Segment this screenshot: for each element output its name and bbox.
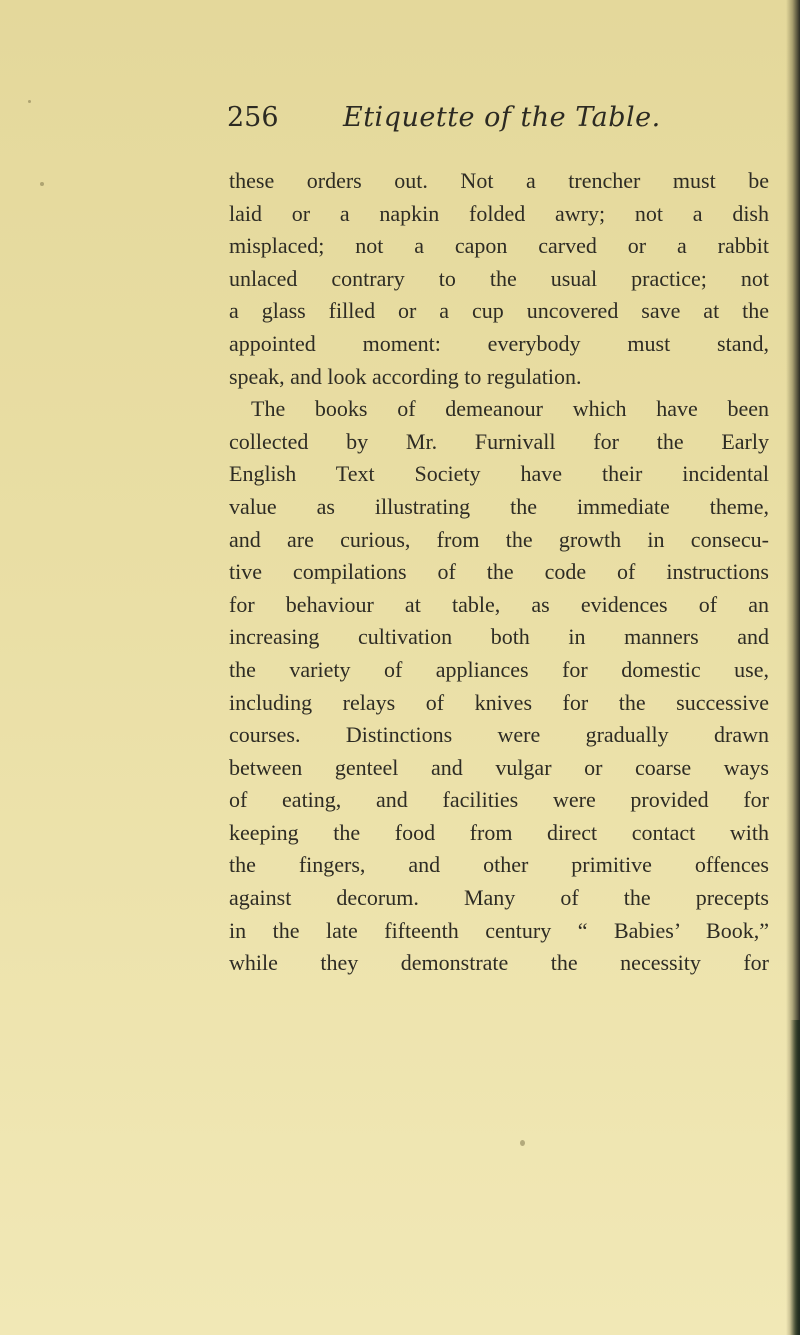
text-line: between genteel and vulgar or coarse ways: [229, 754, 769, 780]
text-line: the fingers, and other primitive offences: [229, 852, 769, 878]
text-line: a glass filled or a cup uncovered save at the: [229, 298, 769, 324]
running-header: [227, 98, 767, 148]
text-line: speak, and look according to regulation.: [229, 363, 582, 389]
text-line: keeping the food from direct contact with: [229, 819, 769, 845]
text-line: and are curious, from the growth in consecu-: [229, 526, 769, 552]
paper-speck: [28, 100, 31, 103]
body-text: [229, 165, 769, 980]
text-line: for behaviour at table, as evidences of an: [229, 591, 769, 617]
text-line: while they demonstrate the necessity for: [229, 950, 769, 976]
text-line: these orders out. Not a trencher must be: [229, 168, 769, 193]
text-line: including relays of knives for the successive: [229, 689, 769, 715]
text-line: appointed moment: everybody must stand,: [229, 330, 769, 356]
text-line: unlaced contrary to the usual practice; not: [229, 265, 769, 291]
text-line: laid or a napkin folded awry; not a dish: [229, 200, 769, 226]
text-line: tive compilations of the code of instructions: [229, 559, 769, 585]
text-line: in the late fifteenth century “ Babies’ Book,”: [229, 917, 769, 943]
paper-speck: [520, 1140, 525, 1146]
running-title: Etiquette of the Table.: [343, 102, 661, 133]
text-line: courses. Distinctions were gradually drawn: [229, 722, 769, 748]
text-line: of eating, and facilities were provided for: [229, 787, 769, 813]
text-line: English Text Society have their incidental: [229, 461, 769, 487]
text-line: against decorum. Many of the precepts: [229, 885, 769, 911]
text-line: misplaced; not a capon carved or a rabbit: [229, 233, 769, 259]
text-line: the variety of appliances for domestic use,: [229, 656, 769, 682]
page-edge-binding: [790, 1020, 800, 1335]
page-number: 256: [227, 102, 279, 133]
paper-speck: [40, 182, 44, 186]
text-line: value as illustrating the immediate theme,: [229, 493, 769, 519]
text-line: The books of demeanour which have been: [251, 396, 769, 422]
text-line: collected by Mr. Furnivall for the Early: [229, 428, 769, 454]
text-line: increasing cultivation both in manners and: [229, 624, 769, 650]
